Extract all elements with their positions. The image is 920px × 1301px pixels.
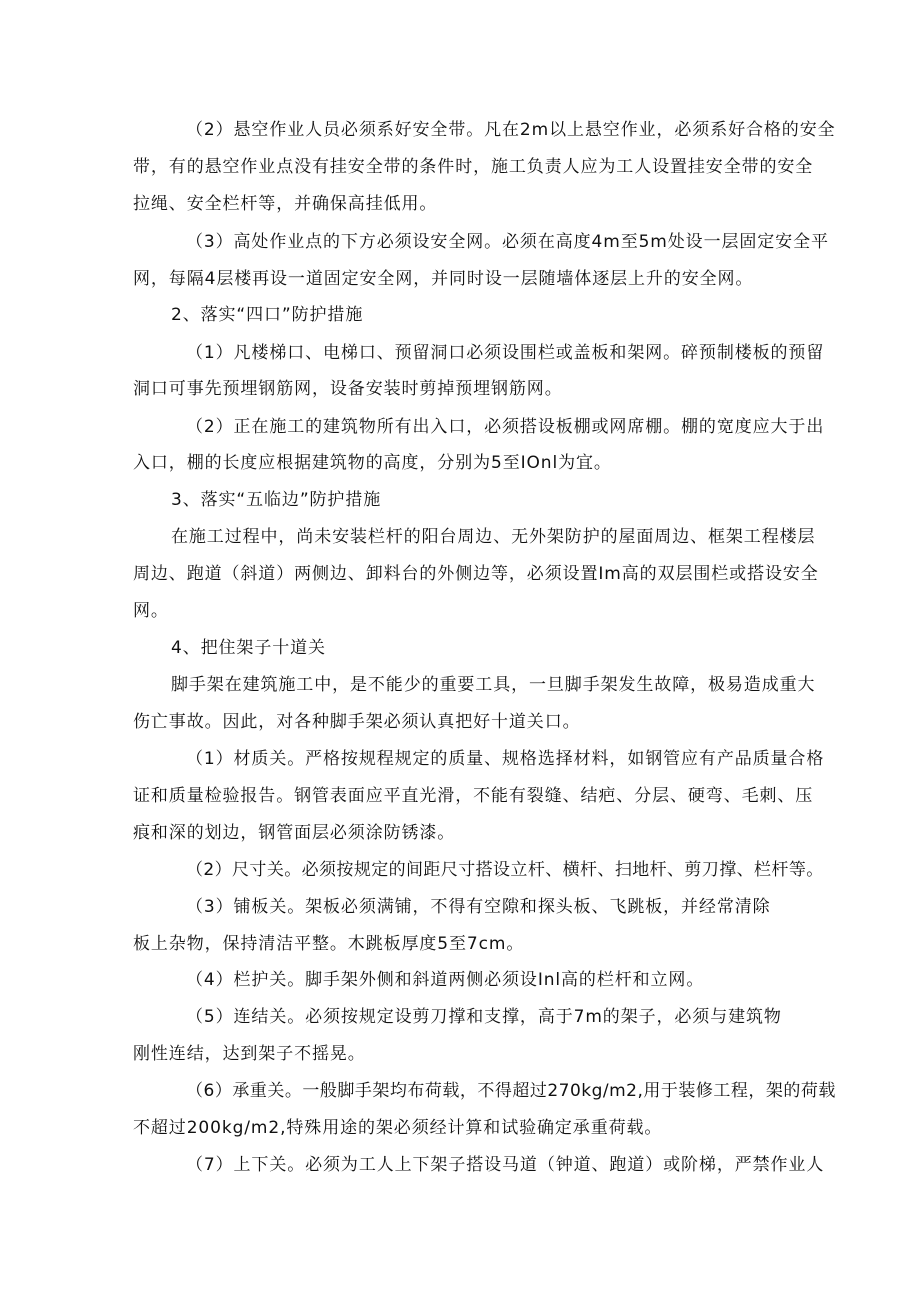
paragraph-line: （7）上下关。必须为工人上下架子搭设马道（钟道、跑道）或阶梯，严禁作业人 xyxy=(186,1155,825,1175)
paragraph-line: 证和质量检验报告。钢管表面应平直光滑，不能有裂缝、结疤、分层、硬弯、毛刺、压 xyxy=(133,786,814,806)
paragraph-line: 伤亡事故。因此，对各种脚手架必须认真把好十道关口。 xyxy=(133,712,581,732)
section-heading: 2、落实“四口”防护措施 xyxy=(171,305,364,325)
paragraph-line: （4）栏护关。脚手架外侧和斜道两侧必须设Inl高的栏杆和立网。 xyxy=(186,970,705,990)
paragraph-line: 在施工过程中，尚未安装栏杆的阳台周边、无外架防护的屋面周边、框架工程楼层 xyxy=(171,527,816,547)
paragraph-line: （3）铺板关。架板必须满铺，不得有空隙和探头板、飞跳板，并经常清除 xyxy=(186,897,771,917)
paragraph-line: 脚手架在建筑施工中，是不能少的重要工具，一旦脚手架发生故障，极易造成重大 xyxy=(171,675,816,695)
paragraph-line: 板上杂物，保持清洁平整。木跳板厚度5至7cm。 xyxy=(133,934,525,954)
paragraph-line: 网。 xyxy=(133,601,169,621)
paragraph-line: （2）悬空作业人员必须系好安全带。凡在2m以上悬空作业，必须系好合格的安全 xyxy=(186,120,836,140)
paragraph-line: （1）凡楼梯口、电梯口、预留洞口必须设围栏或盖板和架网。碎预制楼板的预留 xyxy=(186,343,825,363)
paragraph-line: （3）高处作业点的下方必须设安全网。必须在高度4m至5m处设一层固定安全平 xyxy=(186,232,829,252)
paragraph-line: （2）尺寸关。必须按规定的间距尺寸搭设立杆、横杆、扫地杆、剪刀撑、栏杆等。 xyxy=(186,860,824,880)
paragraph-line: 周边、跑道（斜道）两侧边、卸料台的外侧边等，必须设置Im高的双层围栏或搭设安全 xyxy=(133,564,819,584)
paragraph-line: 带，有的悬空作业点没有挂安全带的条件时，施工负责人应为工人设置挂安全带的安全 xyxy=(133,157,814,177)
paragraph-line: （5）连结关。必须按规定设剪刀撑和支撑，高于7m的架子，必须与建筑物 xyxy=(186,1007,782,1027)
section-heading: 4、把住架子十道关 xyxy=(171,638,326,658)
paragraph-line: （2）正在施工的建筑物所有出入口，必须搭设板棚或网席棚。棚的宽度应大于出 xyxy=(186,417,825,437)
paragraph-line: 刚性连结，达到架子不摇晃。 xyxy=(133,1044,366,1064)
paragraph-line: 痕和深的划边，钢管面层必须涂防锈漆。 xyxy=(133,823,456,843)
section-heading: 3、落实“五临边”防护措施 xyxy=(171,490,382,510)
paragraph-line: 拉绳、安全栏杆等，并确保高挂低用。 xyxy=(133,194,438,214)
paragraph-line: （6）承重关。一般脚手架均布荷载，不得超过270kg/m2,用于装修工程，架的荷载 xyxy=(186,1081,836,1101)
paragraph-line: 洞口可事先预埋钢筋网，设备安装时剪掉预埋钢筋网。 xyxy=(133,379,563,399)
paragraph-line: 网，每隔4层楼再设一道固定安全网，并同时设一层随墙体逐层上升的安全网。 xyxy=(133,269,754,289)
paragraph-line: 不超过200kg/m2,特殊用途的架必须经计算和试验确定承重荷载。 xyxy=(133,1118,663,1138)
paragraph-line: （1）材质关。严格按规程规定的质量、规格选择材料，如钢管应有产品质量合格 xyxy=(186,749,825,769)
paragraph-line: 入口，棚的长度应根据建筑物的高度，分别为5至IOnl为宜。 xyxy=(133,453,612,473)
